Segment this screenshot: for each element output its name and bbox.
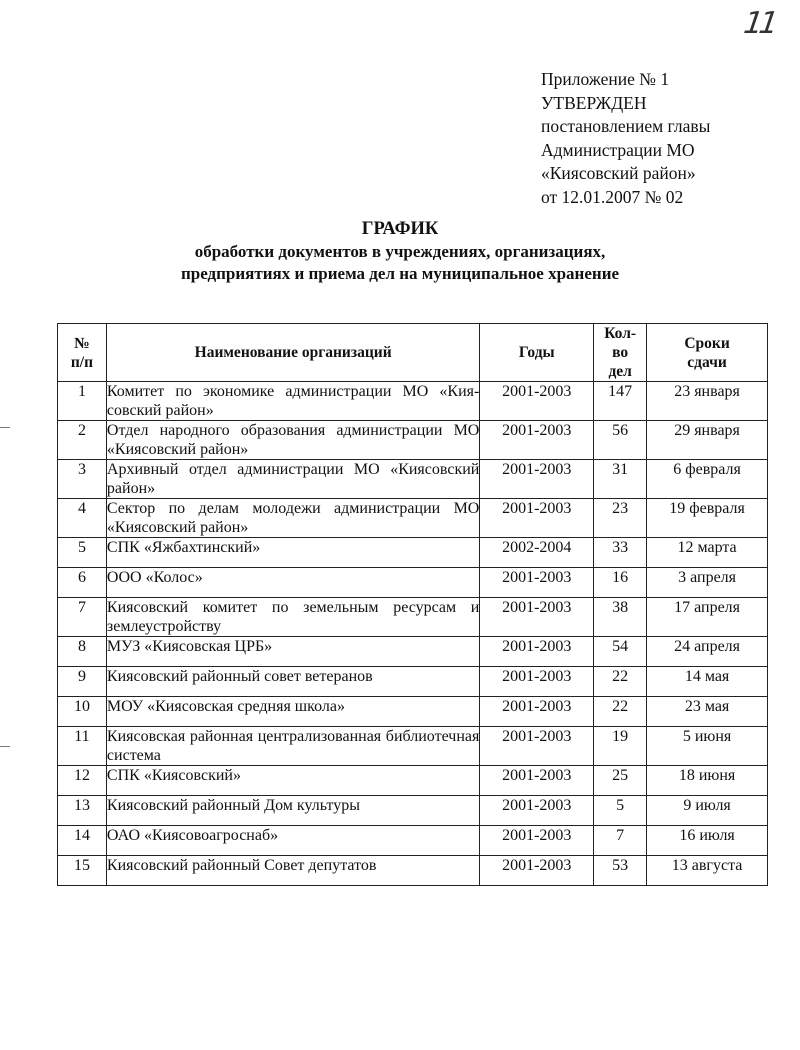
row-deadline: 5 июня [647,727,768,766]
organization-name: Отдел народного образования администрации МО «Киясовский район» [106,422,480,458]
row-years: 2001-2003 [480,826,594,856]
organization-name: Киясовский комитет по земельным ресурсам и землеустройству [106,599,480,635]
row-number: 8 [58,637,107,667]
row-number: 12 [58,766,107,796]
row-count: 54 [594,637,647,667]
row-deadline: 6 февраля [647,460,768,499]
row-years: 2001-2003 [480,796,594,826]
row-years: 2001-2003 [480,697,594,727]
row-years: 2001-2003 [480,766,594,796]
row-years: 2001-2003 [480,727,594,766]
row-count: 23 [594,499,647,538]
document-subtitle-line2: предприятиях и приема дел на муниципальное хранение [180,264,620,283]
document-heading [0,217,800,285]
row-count: 19 [594,727,647,766]
table-row [58,727,768,766]
table-row [58,697,768,727]
row-number: 14 [58,826,107,856]
row-number: 13 [58,796,107,826]
table-row [58,826,768,856]
approval-line: УТВЕРЖДЕН [541,92,647,113]
organization-name: Киясовский районный Совет депутатов [106,856,479,886]
row-years: 2001-2003 [480,499,594,538]
row-count: 22 [594,697,647,727]
table-row [58,382,768,421]
organization-name: Архивный отдел администрации МО «Киясовский район» [106,461,480,497]
approval-line: постановлением главы [541,116,711,137]
row-count: 33 [594,538,647,568]
table-header-row [58,324,768,382]
table-row [58,499,768,538]
row-number: 6 [58,568,107,598]
row-count: 53 [594,856,647,886]
row-years: 2001-2003 [480,667,594,697]
row-number: 1 [58,382,107,421]
table-row [58,766,768,796]
row-deadline: 18 июня [647,766,768,796]
table-row [58,856,768,886]
organization-name: ОАО «Киясовоагроснаб» [106,826,479,856]
table-row [58,637,768,667]
row-deadline: 24 апреля [647,637,768,667]
row-deadline: 3 апреля [647,568,768,598]
row-years: 2001-2003 [480,637,594,667]
row-number: 15 [58,856,107,886]
approval-line: «Киясовский район» [541,163,696,184]
row-deadline: 12 марта [647,538,768,568]
row-deadline: 17 апреля [647,598,768,637]
row-count: 147 [594,382,647,421]
header-name: Наименование организаций [106,324,479,382]
header-count: Кол- во дел [594,324,647,382]
row-count: 25 [594,766,647,796]
row-count: 22 [594,667,647,697]
approval-stamp [541,68,710,210]
row-deadline: 19 февраля [647,499,768,538]
document-title: ГРАФИК [361,219,439,239]
row-years: 2001-2003 [480,568,594,598]
organization-name: Киясовская районная централизованная библиотечная система [106,728,480,764]
scan-mark [0,746,10,747]
row-number: 7 [58,598,107,637]
row-deadline: 9 июля [647,796,768,826]
organization-name: Киясовский районный Дом культуры [106,796,479,826]
row-number: 2 [58,421,107,460]
header-num: № п/п [58,324,107,382]
organization-name: Сектор по делам молодежи администрации МО «Киясовский район» [106,500,480,536]
table-row [58,568,768,598]
row-number: 4 [58,499,107,538]
table-body [58,382,768,886]
header-years: Годы [480,324,594,382]
table-row [58,421,768,460]
organization-name: ООО «Колос» [106,568,479,598]
row-deadline: 13 августа [647,856,768,886]
row-years: 2002-2004 [480,538,594,568]
row-number: 9 [58,667,107,697]
row-count: 5 [594,796,647,826]
row-deadline: 14 мая [647,667,768,697]
row-count: 31 [594,460,647,499]
row-number: 5 [58,538,107,568]
organization-name: МУЗ «Киясовская ЦРБ» [106,637,479,667]
row-deadline: 16 июля [647,826,768,856]
row-deadline: 29 января [647,421,768,460]
row-count: 16 [594,568,647,598]
row-years: 2001-2003 [480,856,594,886]
organization-name: Комитет по экономике администрации МО «Киясовский район» [106,383,480,419]
organization-name: Киясовский районный совет ветеранов [106,667,479,697]
organization-name: СПК «Яжбахтинский» [106,538,479,568]
row-count: 38 [594,598,647,637]
organization-name: МОУ «Киясовская средняя школа» [106,697,479,727]
document-subtitle-line1: обработки документов в учреждениях, организациях, [194,242,606,261]
header-term: Сроки сдачи [647,324,768,382]
approval-line: Администрации МО [541,139,695,160]
table-row [58,598,768,637]
organization-name: СПК «Киясовский» [106,766,479,796]
table-row [58,538,768,568]
row-years: 2001-2003 [480,598,594,637]
row-number: 11 [58,727,107,766]
scan-mark [0,427,10,428]
page-number: 11 [741,6,777,41]
schedule-table [57,323,768,886]
approval-line: Приложение № 1 [541,69,670,89]
table-row [58,460,768,499]
table-row [58,796,768,826]
row-years: 2001-2003 [480,382,594,421]
row-years: 2001-2003 [480,460,594,499]
row-number: 3 [58,460,107,499]
row-deadline: 23 января [647,382,768,421]
table-row [58,667,768,697]
row-years: 2001-2003 [480,421,594,460]
row-number: 10 [58,697,107,727]
row-count: 7 [594,826,647,856]
approval-line: от 12.01.2007 № 02 [541,186,684,207]
row-count: 56 [594,421,647,460]
row-deadline: 23 мая [647,697,768,727]
